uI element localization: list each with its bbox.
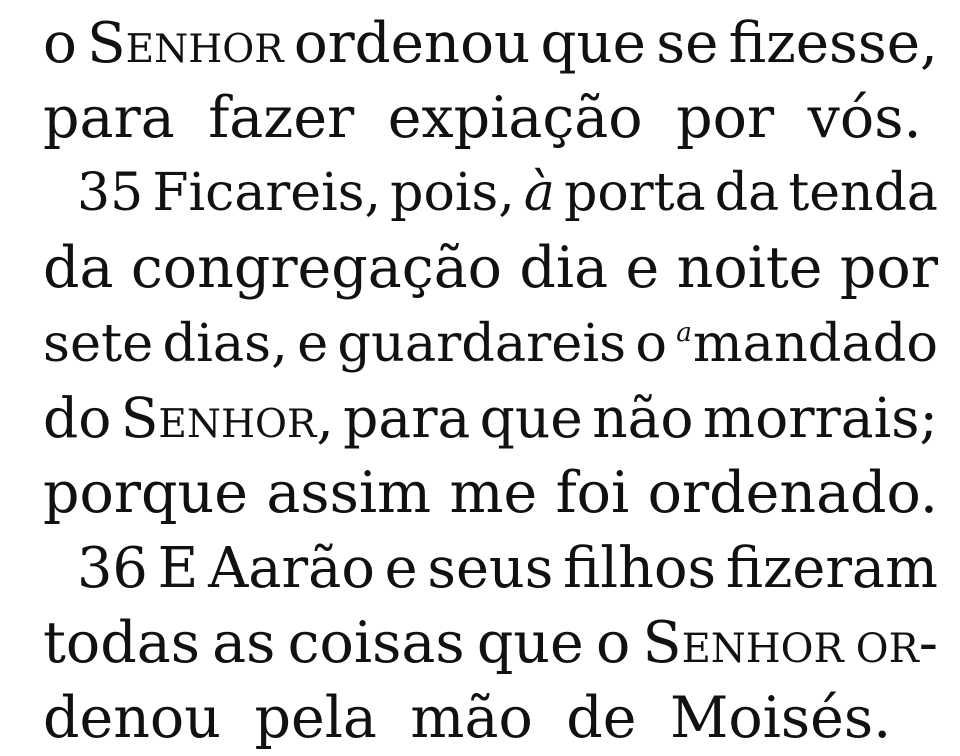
word: todas (43, 610, 200, 676)
word: guardareis (337, 313, 627, 374)
word: e (297, 313, 329, 374)
word: que (479, 386, 583, 450)
footnote-marker[interactable]: a (676, 318, 692, 349)
word: foi (555, 460, 630, 526)
word: filhos (563, 536, 717, 601)
italic-word: à (523, 163, 555, 223)
word: tenda (788, 163, 938, 223)
word: dia (519, 235, 609, 301)
lord-small-caps: Senhor (642, 610, 844, 676)
word: congregação (130, 235, 502, 301)
word: Moisés. (670, 685, 892, 751)
word: o (595, 610, 631, 676)
word: Aarão (208, 536, 375, 601)
word: fizesse, (728, 11, 938, 76)
word: assim (266, 460, 432, 526)
word: o (43, 11, 77, 76)
word: o (635, 313, 667, 374)
word: e (625, 235, 660, 301)
word: noite (676, 235, 823, 301)
word: vós. (807, 85, 922, 151)
word: porta (564, 163, 706, 223)
word: coisas (287, 610, 465, 676)
word: denou (43, 685, 221, 751)
word: por (676, 85, 775, 151)
word: que (540, 11, 646, 76)
word: sete (43, 313, 154, 374)
word: as (212, 610, 276, 676)
word: mandado (692, 313, 938, 374)
word: da (43, 235, 114, 301)
hyphenated-word: or- (855, 610, 938, 676)
word: morrais; (702, 386, 938, 450)
word: não (592, 386, 694, 450)
text-line-3 (43, 156, 938, 231)
text-line-7 (43, 456, 938, 531)
footnoted-word (676, 306, 938, 381)
word: por (839, 235, 938, 301)
word: de (566, 685, 637, 751)
word: e (384, 536, 418, 601)
word: fazer (208, 85, 355, 151)
punctuation: , (316, 386, 334, 450)
word: seus (427, 536, 554, 601)
text-line-9 (43, 606, 938, 681)
word: E (157, 536, 199, 601)
word: fizeram (725, 536, 938, 601)
verse-number: 35 (77, 163, 144, 223)
lord-with-comma (121, 381, 334, 456)
lord-small-caps: Senhor (87, 11, 284, 76)
word: da (714, 163, 780, 223)
text-line-10 (43, 681, 938, 756)
text-line-2 (43, 81, 938, 156)
scripture-page (43, 0, 938, 751)
lord-small-caps: Senhor (120, 386, 317, 450)
word: mão (410, 685, 533, 751)
text-line-4 (43, 231, 938, 306)
word: dias, (162, 313, 288, 374)
word: porque (43, 460, 248, 526)
text-line-5 (43, 306, 938, 381)
word: pois, (390, 163, 515, 223)
word: para (343, 386, 471, 450)
word: se (656, 11, 719, 76)
text-line-6 (43, 381, 938, 456)
word: ordenou (293, 11, 531, 76)
word: expiação (387, 85, 643, 151)
text-line-8 (43, 531, 938, 606)
text-line-1 (43, 6, 938, 81)
word: pela (254, 685, 377, 751)
word: ordenado. (647, 460, 938, 526)
word: que (476, 610, 584, 676)
word: Ficareis, (152, 163, 381, 223)
verse-number: 36 (77, 536, 148, 601)
word: do (43, 386, 112, 450)
word: para (43, 85, 175, 151)
word: me (449, 460, 538, 526)
